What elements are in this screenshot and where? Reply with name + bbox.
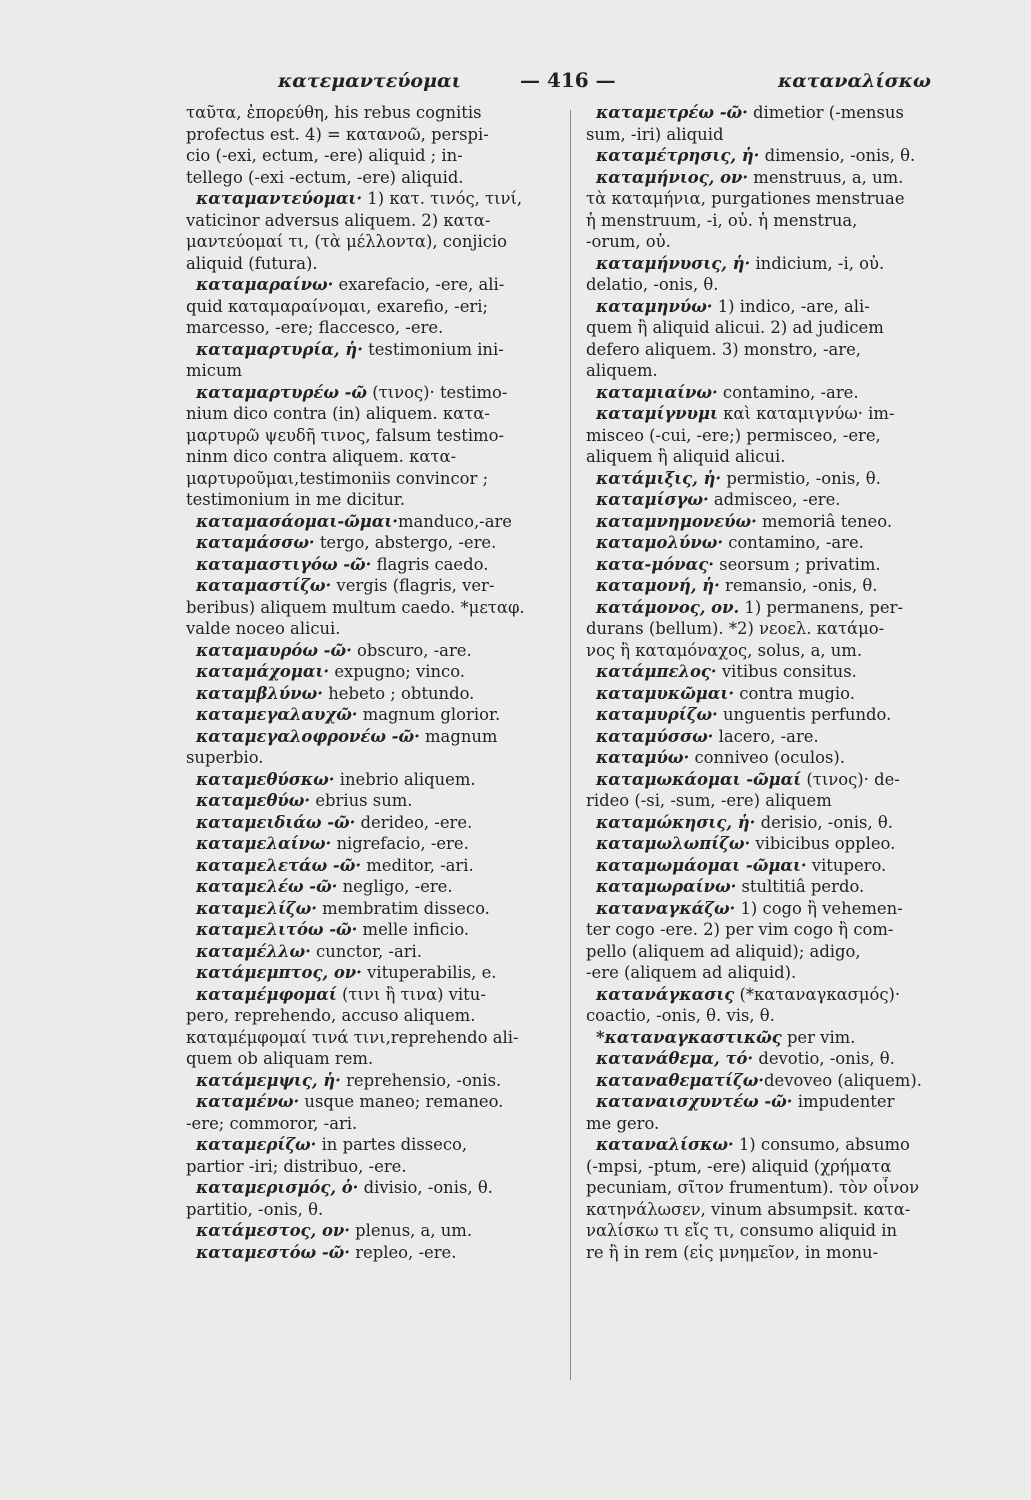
dictionary-line [586, 575, 954, 597]
definition-text: beribus) aliquem multum caedo. *μεταφ. [186, 597, 525, 617]
definition-text: durans (bellum). *2) νεοελ. κατάμο- [586, 619, 885, 638]
headword: καταμωμάομαι -ῶμαι· [596, 855, 807, 875]
page-header [0, 62, 1031, 102]
headword: καταμύω· [596, 748, 690, 767]
definition-text: contamino, -are. [723, 533, 864, 552]
headword: καταμειδιάω -ῶ· [196, 812, 356, 832]
definition-text: stultitiâ perdo. [736, 877, 865, 896]
definition-text: negligo, -ere. [337, 877, 453, 896]
dictionary-line [586, 339, 954, 361]
dictionary-line [186, 532, 566, 554]
header-left-guide-word: κατεμαντεύομαι [278, 70, 461, 92]
dictionary-line [186, 833, 566, 855]
dictionary-line [586, 1242, 954, 1264]
dictionary-line [186, 403, 566, 425]
dictionary-line [186, 210, 566, 232]
headword: καταμωλωπίζω· [596, 834, 751, 853]
definition-text: devotio, -onis, θ. [753, 1049, 895, 1068]
definition-text: -ere; commoror, -ari. [186, 1113, 358, 1133]
definition-text: indicium, -i, οὐ. [750, 253, 885, 273]
headword: καταμεστόω -ῶ· [196, 1242, 350, 1262]
dictionary-line [186, 253, 566, 275]
headword: καταμυκῶμαι· [596, 683, 735, 703]
dictionary-line [186, 919, 566, 941]
definition-text: partior -iri; distribuo, -ere. [186, 1156, 407, 1176]
definition-text: quid καταμαραίνομαι, exarefio, -eri; [186, 296, 489, 316]
dictionary-line [186, 984, 566, 1006]
dictionary-line [186, 274, 566, 296]
headword: κατάμεμψις, ἡ· [196, 1070, 341, 1090]
dictionary-line [586, 618, 954, 640]
definition-text: pecuniam, σῖτον frumentum). τὸν οἶνον [586, 1178, 920, 1197]
definition-text: (τινος)· de- [801, 769, 900, 789]
definition-text: micum [186, 361, 243, 380]
dictionary-line [186, 597, 566, 619]
headword: καταμαστίζω· [196, 576, 332, 595]
headword: κατα-μόνας· [596, 554, 714, 574]
dictionary-line [586, 446, 954, 468]
headword: καταμαυρόω -ῶ· [196, 640, 352, 660]
dictionary-line [186, 941, 566, 963]
definition-text: 1) consumo, absumo [733, 1135, 910, 1154]
definition-text: (*καταναγκασμός)· [734, 984, 901, 1004]
dictionary-line [186, 511, 566, 533]
headword: κατανάγκασις [596, 984, 735, 1004]
definition-text: cunctor, -ari. [310, 941, 423, 961]
definition-text: contamino, -are. [717, 382, 859, 402]
dictionary-line [586, 1156, 954, 1178]
headword: καταμίσγω· [596, 490, 709, 509]
definition-text: permistio, -onis, θ. [721, 468, 881, 488]
headword: καταναγκάζω· [596, 898, 736, 918]
headword: καταμεγαλοφρονέω -ῶ· [196, 726, 420, 746]
dictionary-line [586, 317, 954, 339]
definition-text: plenus, a, um. [349, 1221, 473, 1240]
dictionary-line [186, 446, 566, 468]
dictionary-line [586, 102, 954, 124]
definition-text: vaticinor adversus aliquem. 2) κατα- [186, 210, 491, 230]
headword: καταμερίζω· [196, 1135, 317, 1154]
dictionary-line [186, 554, 566, 576]
dictionary-line [186, 683, 566, 705]
definition-text: (τινος)· testimo- [367, 382, 508, 402]
dictionary-line [186, 1242, 566, 1264]
dictionary-line [586, 1199, 954, 1221]
definition-text: derisio, -onis, θ. [755, 812, 893, 832]
dictionary-line [186, 1005, 566, 1027]
headword: κατάμεμπτος, ον· [196, 963, 362, 982]
headword: καταμύσσω· [596, 726, 714, 746]
dictionary-line [586, 941, 954, 963]
definition-text: nium dico contra (in) aliquem. κατα- [186, 404, 490, 423]
dictionary-line [586, 1070, 954, 1092]
definition-text: testimonium ini- [362, 339, 504, 359]
dictionary-line [186, 962, 566, 984]
headword: καταμωραίνω· [596, 877, 737, 896]
definition-text: admisceo, -ere. [708, 490, 841, 509]
definition-text: 1) permanens, per- [739, 597, 903, 617]
dictionary-line [586, 726, 954, 748]
definition-text: νος ἢ καταμόναχος, solus, a, um. [586, 640, 863, 660]
definition-text: ταῦτα, ἐπορεύθη, his rebus cognitis [186, 103, 482, 122]
definition-text: superbio. [186, 748, 264, 767]
headword: καταμαστιγόω -ῶ· [196, 554, 372, 574]
dictionary-line [186, 231, 566, 253]
headword: καταμεθύω· [196, 791, 311, 810]
dictionary-line [586, 769, 954, 791]
dictionary-line [186, 1113, 566, 1135]
dictionary-line [586, 425, 954, 447]
page-number: — 416 — [520, 68, 616, 92]
dictionary-line [586, 1177, 954, 1199]
definition-text: aliquid (futura). [186, 253, 318, 273]
dictionary-line [586, 1027, 954, 1049]
definition-text: ter cogo -ere. 2) per vim cogo ἢ com- [586, 920, 894, 939]
dictionary-line [586, 812, 954, 834]
definition-text: καὶ καταμιγνύω· im- [717, 404, 895, 423]
dictionary-line [586, 532, 954, 554]
headword: καταμάχομαι· [196, 662, 330, 681]
dictionary-line [186, 339, 566, 361]
definition-text: magnum [419, 726, 498, 746]
definition-text: ebrius sum. [310, 791, 413, 810]
dictionary-line [186, 468, 566, 490]
definition-text: melle inficio. [357, 920, 470, 939]
dictionary-line [586, 167, 954, 189]
headword: καταμονή, ἡ· [596, 576, 720, 595]
definition-text: quem ἢ aliquid alicui. 2) ad judicem [586, 318, 884, 337]
dictionary-line [586, 296, 954, 318]
dictionary-line [186, 360, 566, 382]
dictionary-line [186, 855, 566, 877]
dictionary-line [186, 1091, 566, 1113]
definition-text: aliquem ἢ aliquid alicui. [586, 447, 786, 466]
definition-text: tellego (-exi -ectum, -ere) aliquid. [186, 167, 464, 187]
headword: καταμβλύνω· [196, 683, 323, 703]
definition-text: vituperabilis, e. [361, 963, 497, 982]
headword: καταμωκάομαι -ῶμαί [596, 769, 802, 789]
headword: καταμνημονεύω· [596, 511, 757, 531]
dictionary-line [186, 124, 566, 146]
headword: κατάμιξις, ἡ· [596, 468, 722, 488]
dictionary-line [186, 188, 566, 210]
dictionary-line [586, 1048, 954, 1070]
headword: κατάμεστος, ον· [196, 1221, 350, 1240]
dictionary-line [586, 231, 954, 253]
left-column [186, 102, 566, 1263]
definition-text: conniveo (oculos). [689, 748, 846, 767]
definition-text: inebrio aliquem. [334, 769, 476, 789]
definition-text: 1) cogo ἢ vehemen- [735, 898, 903, 918]
headword: καταμολύνω· [596, 533, 724, 552]
definition-text: misceo (-cui, -ere;) permisceo, -ere, [586, 425, 881, 445]
headword: καταμέτρησις, ἡ· [596, 146, 760, 165]
dictionary-line [586, 489, 954, 511]
definition-text: obscuro, -are. [351, 640, 472, 660]
dictionary-line [186, 618, 566, 640]
definition-text: -orum, οὐ. [586, 232, 671, 251]
headword: καταμηνύω· [596, 296, 713, 316]
definition-text: magnum glorior. [357, 705, 501, 724]
definition-text: nigrefacio, -ere. [331, 834, 469, 853]
definition-text: (-mpsi, -ptum, -ere) aliquid (χρήματα [586, 1156, 892, 1176]
dictionary-line [586, 790, 954, 812]
definition-text: κατηνάλωσεν, vinum absumpsit. κατα- [586, 1199, 911, 1219]
dictionary-line [186, 812, 566, 834]
definition-text: defero aliquem. 3) monstro, -are, [586, 339, 862, 359]
dictionary-line [186, 575, 566, 597]
definition-text: devoveo (aliquem). [764, 1070, 922, 1090]
definition-text: tergo, abstergo, -ere. [314, 533, 497, 552]
definition-text: per vim. [781, 1027, 856, 1047]
headword: καταμεγαλαυχῶ· [196, 705, 358, 724]
definition-text: partitio, -onis, θ. [186, 1199, 324, 1219]
headword: καταμελαίνω· [196, 834, 332, 853]
definition-text: profectus est. 4) = κατανοῶ, perspi- [186, 124, 489, 144]
headword: καταμερισμός, ὁ· [196, 1178, 359, 1197]
dictionary-line [586, 145, 954, 167]
dictionary-line [186, 1156, 566, 1178]
dictionary-line [186, 790, 566, 812]
definition-text: marcesso, -ere; flaccesco, -ere. [186, 318, 444, 337]
definition-text: vitibus consitus. [716, 662, 857, 681]
definition-text: repleo, -ere. [349, 1242, 457, 1262]
headword: καταμάσσω· [196, 533, 315, 552]
dictionary-line [586, 1113, 954, 1135]
dictionary-line [586, 1134, 954, 1156]
definition-text: pero, reprehendo, accuso aliquem. [186, 1006, 476, 1025]
dictionary-line [186, 640, 566, 662]
headword: καταμελετάω -ῶ· [196, 855, 362, 875]
dictionary-line [586, 855, 954, 877]
dictionary-line [186, 382, 566, 404]
headword: καταμώκησις, ἡ· [596, 812, 756, 832]
dictionary-line [586, 661, 954, 683]
definition-text: lacero, -are. [713, 726, 819, 746]
headword: καταμαρτυρέω -ῶ [196, 382, 368, 402]
headword: καταμελίζω· [196, 898, 317, 918]
dictionary-line [586, 188, 954, 210]
definition-text: vergis (flagris, ver- [331, 576, 495, 595]
definition-text: vibicibus oppleo. [750, 834, 896, 853]
dictionary-line [586, 210, 954, 232]
definition-text: cio (-exi, ectum, -ere) aliquid ; in- [186, 146, 463, 165]
definition-text: valde noceo alicui. [186, 619, 341, 638]
dictionary-line [186, 1177, 566, 1199]
definition-text: rideo (-si, -sum, -ere) aliquem [586, 791, 832, 810]
definition-text: pello (aliquem ad aliquid); adigo, [586, 941, 861, 961]
definition-text: delatio, -onis, θ. [586, 275, 719, 294]
definition-text: (τινι ἢ τινα) vitu- [336, 984, 486, 1004]
dictionary-line [186, 167, 566, 189]
dictionary-line [186, 769, 566, 791]
definition-text: coactio, -onis, θ. vis, θ. [586, 1006, 775, 1025]
headword: καταμήνιος, ον· [596, 167, 749, 187]
dictionary-line [186, 489, 566, 511]
headword: καταμεθύσκω· [196, 769, 335, 789]
headword: καταμαντεύομαι· [196, 189, 363, 208]
definition-text: vitupero. [806, 855, 887, 875]
definition-text: ninm dico contra aliquem. κατα- [186, 447, 457, 466]
dictionary-line [586, 274, 954, 296]
definition-text: sum, -iri) aliquid [586, 124, 724, 144]
definition-text: τὰ καταμήνια, purgationes menstruae [586, 189, 905, 208]
headword: καταμίγνυμι [596, 404, 718, 423]
headword: καταμήνυσις, ἡ· [596, 253, 751, 273]
definition-text: 1) indico, -are, ali- [712, 296, 870, 316]
headword: καταναλίσκω· [596, 1135, 734, 1154]
right-column [586, 102, 954, 1263]
headword: κατανάθεμα, τό· [596, 1049, 754, 1068]
dictionary-line [586, 919, 954, 941]
headword: καταμαρτυρία, ἡ· [196, 339, 363, 359]
headword: κατάμονος, ον. [596, 597, 740, 617]
definition-text: ναλίσκω τι εἴς τι, consumo aliquid in [586, 1221, 898, 1240]
definition-text: aliquem. [586, 361, 658, 380]
dictionary-line [186, 1070, 566, 1092]
definition-text: μαρτυρῶ ψευδῆ τινος, falsum testimo- [186, 425, 505, 445]
dictionary-line [586, 468, 954, 490]
dictionary-line [586, 1091, 954, 1113]
definition-text: unguentis perfundo. [717, 705, 892, 724]
headword: καταμελέω -ῶ· [196, 877, 338, 896]
dictionary-line [186, 1134, 566, 1156]
dictionary-line [186, 726, 566, 748]
dictionary-line [186, 102, 566, 124]
header-right-guide-word: καταναλίσκω [778, 70, 931, 92]
dictionary-line [586, 597, 954, 619]
headword: καταμυρίζω· [596, 705, 718, 724]
definition-text: -ere (aliquem ad aliquid). [586, 963, 797, 982]
dictionary-line [586, 640, 954, 662]
dictionary-line [186, 1027, 566, 1049]
dictionary-line [586, 1005, 954, 1027]
headword: καταμένω· [196, 1092, 300, 1111]
headword: καταναθεματίζω· [596, 1070, 765, 1090]
dictionary-line [186, 296, 566, 318]
dictionary-line [186, 145, 566, 167]
definition-text: ἡ menstruum, -i, οὐ. ἡ menstrua, [586, 210, 858, 230]
dictionary-line [586, 898, 954, 920]
dictionary-line [186, 425, 566, 447]
definition-text: 1) κατ. τινός, τινί, [362, 189, 523, 208]
definition-text: memoriâ teneo. [756, 511, 893, 531]
definition-text: seorsum ; privatim. [713, 554, 881, 574]
definition-text: remansio, -onis, θ. [719, 576, 878, 595]
dictionary-line [186, 317, 566, 339]
dictionary-line [586, 511, 954, 533]
headword: καταμελιτόω -ῶ· [196, 920, 358, 939]
headword: καταμέλλω· [196, 941, 311, 961]
dictionary-line [586, 833, 954, 855]
headword: καταμαραίνω· [196, 275, 334, 294]
definition-text: expugno; vinco. [329, 662, 466, 681]
headword: καταμετρέω -ῶ· [596, 103, 748, 122]
headword: *καταναγκαστικῶς [596, 1027, 782, 1047]
dictionary-line [586, 1220, 954, 1242]
definition-text: divisio, -onis, θ. [358, 1178, 493, 1197]
dictionary-line [586, 382, 954, 404]
definition-text: meditor, -ari. [361, 855, 474, 875]
headword: καταμέμφομαί [196, 984, 337, 1004]
dictionary-line [586, 403, 954, 425]
headword: καταναισχυντέω -ῶ· [596, 1092, 793, 1111]
dictionary-line [186, 1220, 566, 1242]
definition-text: exarefacio, -ere, ali- [333, 275, 505, 294]
dictionary-line [586, 683, 954, 705]
definition-text: μαντεύομαί τι, (τὰ μέλλοντα), conjicio [186, 232, 508, 251]
definition-text: dimensio, -onis, θ. [759, 146, 916, 165]
definition-text: menstruus, a, um. [748, 167, 904, 187]
dictionary-line [586, 124, 954, 146]
dictionary-line [186, 1199, 566, 1221]
dictionary-line [186, 1048, 566, 1070]
column-divider [570, 110, 571, 1380]
definition-text: contra mugio. [734, 683, 855, 703]
dictionary-line [586, 704, 954, 726]
definition-text: impudenter [792, 1092, 895, 1111]
dictionary-line [586, 962, 954, 984]
definition-text: testimonium in me dicitur. [186, 490, 406, 509]
definition-text: reprehensio, -onis. [340, 1070, 502, 1090]
definition-text: usque maneo; remaneo. [299, 1092, 504, 1111]
definition-text: re ἢ in rem (εἰς μνημεῖον, in monu- [586, 1242, 879, 1262]
dictionary-line [586, 554, 954, 576]
definition-text: membratim disseco. [316, 898, 490, 918]
dictionary-line [586, 360, 954, 382]
dictionary-line [586, 876, 954, 898]
dictionary-line [586, 747, 954, 769]
definition-text: me gero. [586, 1113, 660, 1133]
dictionary-line [186, 876, 566, 898]
dictionary-line [186, 898, 566, 920]
definition-text: καταμέμφομαί τινά τινι,reprehendo ali- [186, 1027, 519, 1047]
dictionary-line [186, 704, 566, 726]
definition-text: in partes disseco, [316, 1135, 468, 1154]
headword: καταμασάομαι-ῶμαι· [196, 511, 398, 531]
definition-text: manduco,-are [397, 511, 513, 531]
definition-text: dimetior (-mensus [747, 103, 904, 122]
dictionary-line [586, 253, 954, 275]
dictionary-line [186, 661, 566, 683]
definition-text: hebeto ; obtundo. [322, 683, 475, 703]
definition-text: flagris caedo. [371, 554, 489, 574]
headword: κατάμπελος· [596, 662, 717, 681]
dictionary-line [586, 984, 954, 1006]
definition-text: quem ob aliquam rem. [186, 1049, 374, 1068]
definition-text: μαρτυροῦμαι,testimoniis convincor ; [186, 468, 489, 488]
definition-text: derideo, -ere. [355, 812, 473, 832]
headword: καταμιαίνω· [596, 382, 718, 402]
dictionary-line [186, 747, 566, 769]
